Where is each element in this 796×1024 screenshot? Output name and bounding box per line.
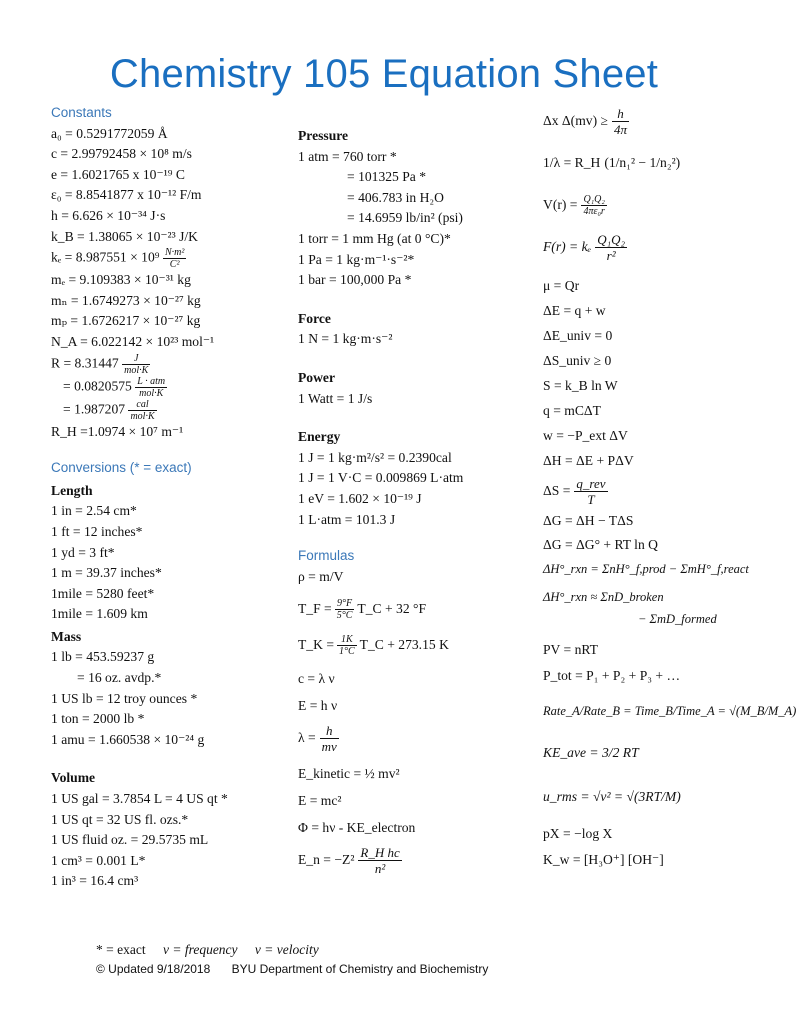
r1-numerator: J — [122, 353, 150, 365]
force-line: 1 N = 1 kg·m·s⁻² — [298, 331, 393, 347]
thermo-line: ΔE = q + w — [543, 303, 606, 318]
constant-line: e = 1.6021765 x 10⁻¹⁹ C — [51, 166, 185, 182]
pressure-line: = 101325 Pa * — [347, 169, 427, 185]
thermo-line: ΔH = ΔE + PΔV — [543, 453, 634, 468]
mass-line: 1 lb = 453.59237 g — [51, 649, 155, 665]
constant-line: a₀ = 0.5291772059 Å — [51, 125, 168, 141]
ryd-body: (1/n₁² − 1/n₂²) — [604, 154, 681, 170]
tf-numerator: 9°F — [335, 598, 355, 610]
coulomb-constant — [51, 247, 281, 270]
thermo-line: S = k_B ln W — [543, 378, 618, 393]
r2-prefix: = 0.0820575 — [63, 378, 132, 394]
mass-heading: Mass — [51, 628, 82, 644]
energy-line: 1 J = 1 V·C = 0.009869 L·atm — [298, 470, 464, 486]
length-line: 1 ft = 12 inches* — [51, 523, 143, 539]
pressure-line: 1 bar = 100,000 Pa * — [298, 272, 412, 288]
light-speed-formula: c = λ ν — [298, 671, 335, 687]
constant-line: c = 2.99792458 × 10⁸ m/s — [51, 146, 192, 162]
en-denominator: n² — [374, 860, 386, 876]
potential-formula — [543, 187, 763, 223]
thermo-line: ΔS_univ ≥ 0 — [543, 353, 612, 368]
partial-pressure-formula: P_tot = P₁ + P₂ + P₃ + … — [543, 668, 681, 683]
department-name: BYU Department of Chemistry and Biochemistry — [231, 962, 489, 976]
ke-denominator: C² — [169, 259, 180, 271]
entropy-formula — [543, 473, 763, 509]
rms-speed-formula: u_rms = √v² = √(3RT/M) — [543, 789, 681, 804]
heis-numerator: h — [612, 106, 629, 122]
pressure-line: 1 atm = 760 torr * — [298, 148, 397, 164]
mass-line: 1 US lb = 12 troy ounces * — [51, 690, 198, 706]
bohr-energy-formula — [298, 842, 528, 878]
coulomb-force-formula — [543, 229, 763, 265]
tk-prefix: T_K = — [298, 636, 334, 652]
pressure-line: 1 Pa = 1 kg·m⁻¹·s⁻²* — [298, 251, 415, 267]
updated-date: © Updated 9/18/2018 — [96, 962, 211, 976]
thermo-line: μ = Qr — [543, 278, 580, 293]
volume-heading: Volume — [51, 770, 96, 786]
heis-prefix: Δx Δ(mv) ≥ — [543, 112, 608, 128]
ryd-prefix: 1/λ = R_H — [543, 154, 601, 170]
length-line: 1 yd = 3 ft* — [51, 544, 115, 560]
heis-denominator: 4π — [613, 121, 627, 137]
kelvin-formula — [298, 627, 528, 663]
energy-line: 1 J = 1 kg·m²/s² = 0.2390cal — [298, 449, 452, 465]
volume-line: 1 cm³ = 0.001 L* — [51, 852, 146, 868]
rydberg-constant: R_H =1.0974 × 10⁷ m⁻¹ — [51, 423, 184, 439]
page-title: Chemistry 105 Equation Sheet — [109, 52, 659, 96]
fr-prefix: F(r) = kₑ — [543, 238, 592, 254]
bond-enthalpy-formula-cont: − ΣmD_formed — [638, 612, 717, 626]
fr-numerator: Q₁Q₂ — [597, 231, 626, 247]
footer-credits — [96, 962, 488, 976]
average-kinetic-energy-formula: KE_ave = 3/2 RT — [543, 745, 639, 760]
constant-line: k_B = 1.38065 × 10⁻²³ J/K — [51, 228, 198, 244]
length-line: 1 in = 2.54 cm* — [51, 503, 137, 519]
power-line: 1 Watt = 1 J/s — [298, 390, 373, 406]
constants-heading: Constants — [51, 105, 112, 120]
r3-denominator: mol·K — [130, 410, 155, 422]
ke-numerator: N·m² — [164, 247, 185, 259]
ideal-gas-formula: PV = nRT — [543, 642, 598, 657]
px-formula: pX = −log X — [543, 826, 613, 841]
rydberg-formula — [543, 145, 763, 181]
pressure-line: = 406.783 in H₂O — [347, 189, 444, 205]
gas-constant-r3 — [51, 399, 281, 422]
fr-denominator: r² — [606, 247, 616, 263]
length-line: 1mile = 5280 feet* — [51, 585, 155, 601]
en-prefix: E_n = −Z² — [298, 851, 355, 867]
column-constants-conversions — [51, 103, 281, 892]
mass-energy-formula: E = mc² — [298, 793, 342, 809]
tf-prefix: T_F = — [298, 600, 332, 616]
grahams-law-formula: Rate_A/Rate_B = Time_B/Time_A = √(M_B/M_A) — [543, 704, 796, 718]
thermo-line: ΔE_univ = 0 — [543, 328, 613, 343]
photoelectric-formula: Φ = hν - KE_electron — [298, 819, 416, 835]
heisenberg-formula — [543, 103, 763, 139]
r3-prefix: = 1.987207 — [63, 401, 126, 417]
exact-note: * = exact — [96, 942, 146, 957]
constant-line: mₚ = 1.6726217 × 10⁻²⁷ kg — [51, 313, 201, 329]
mass-line: = 16 oz. avdp.* — [77, 670, 162, 686]
r1-prefix: R = 8.31447 — [51, 355, 119, 371]
force-heading: Force — [298, 310, 331, 326]
kinetic-energy-formula: E_kinetic = ½ mv² — [298, 766, 400, 782]
energy-heading: Energy — [298, 429, 341, 445]
thermo-line: w = −P_ext ΔV — [543, 428, 628, 443]
tk-numerator: 1K — [337, 634, 357, 646]
constant-line: ε₀ = 8.8541877 x 10⁻¹² F/m — [51, 187, 202, 203]
gas-constant-r1 — [51, 353, 281, 376]
mass-line: 1 amu = 1.660538 × 10⁻²⁴ g — [51, 731, 205, 747]
tf-suffix: T_C + 32 °F — [357, 600, 427, 616]
constant-line: N_A = 6.022142 × 10²³ mol⁻¹ — [51, 333, 215, 349]
en-numerator: R_H hc — [360, 844, 400, 860]
velocity-note: v = velocity — [254, 942, 319, 957]
de-broglie-formula — [298, 720, 528, 756]
conversions-heading: Conversions (* = exact) — [51, 460, 192, 476]
r2-numerator: L · atm — [137, 375, 166, 387]
volume-line: 1 US gal = 3.7854 L = 4 US qt * — [51, 791, 228, 807]
volume-line: 1 in³ = 16.4 cm³ — [51, 873, 139, 889]
constant-line: h = 6.626 × 10⁻³⁴ J·s — [51, 207, 166, 223]
volume-line: 1 US fluid oz. = 29.5735 mL — [51, 832, 209, 848]
thermo-line: q = mCΔT — [543, 403, 601, 418]
footer-legend — [96, 942, 319, 958]
frequency-note: ν = frequency — [162, 942, 238, 957]
mass-line: 1 ton = 2000 lb * — [51, 711, 145, 727]
volume-line: 1 US qt = 32 US fl. ozs.* — [51, 811, 189, 827]
pressure-line: 1 torr = 1 mm Hg (at 0 °C)* — [298, 230, 451, 246]
column-units-formulas — [298, 124, 528, 878]
gas-constant-r2 — [51, 376, 281, 399]
formulas-heading: Formulas — [298, 548, 355, 564]
lambda-numerator: h — [320, 723, 339, 739]
bond-enthalpy-formula: ΔH°_rxn ≈ ΣnD_broken — [543, 590, 664, 604]
r3-numerator: cal — [128, 399, 156, 411]
tk-denominator: 1°C — [338, 645, 355, 657]
length-line: 1 m = 39.37 inches* — [51, 565, 162, 581]
column-equations — [543, 103, 796, 873]
energy-line: 1 L·atm = 101.3 J — [298, 511, 396, 527]
density-formula: ρ = m/V — [298, 568, 344, 584]
vr-prefix: V(r) = — [543, 196, 578, 212]
ds-numerator: q_rev — [576, 475, 606, 491]
photon-energy-formula: E = h ν — [298, 697, 338, 713]
fahrenheit-formula — [298, 591, 528, 627]
thermo-line: ΔG = ΔH − TΔS — [543, 513, 634, 528]
ds-denominator: T — [587, 491, 595, 507]
enthalpy-formation-formula: ΔH°_rxn = ΣnH°_f,prod − ΣmH°_f,react — [543, 562, 749, 576]
energy-line: 1 eV = 1.602 × 10⁻¹⁹ J — [298, 490, 422, 506]
lambda-prefix: λ = — [298, 730, 316, 746]
water-ion-product-formula: K_w = [H₃O⁺] [OH⁻] — [543, 852, 664, 867]
tf-denominator: 5°C — [336, 609, 353, 621]
length-line: 1mile = 1.609 km — [51, 606, 148, 622]
r1-denominator: mol·K — [124, 364, 149, 376]
vr-numerator: Q₁Q₂ — [583, 193, 605, 205]
pressure-heading: Pressure — [298, 128, 349, 143]
length-heading: Length — [51, 482, 93, 498]
r2-denominator: mol·K — [139, 387, 164, 399]
lambda-denominator: mv — [321, 738, 337, 754]
vr-denominator: 4πε₀r — [583, 205, 605, 217]
ds-prefix: ΔS = — [543, 482, 571, 498]
constant-line: mₑ = 9.109383 × 10⁻³¹ kg — [51, 272, 191, 288]
thermo-line: ΔG = ΔG° + RT ln Q — [543, 537, 658, 552]
ke-prefix: kₑ = 8.987551 × 10⁹ — [51, 249, 160, 265]
constant-line: mₙ = 1.6749273 × 10⁻²⁷ kg — [51, 292, 201, 308]
tk-suffix: T_C + 273.15 K — [359, 636, 449, 652]
power-heading: Power — [298, 369, 335, 385]
pressure-line: = 14.6959 lb/in² (psi) — [347, 210, 463, 226]
